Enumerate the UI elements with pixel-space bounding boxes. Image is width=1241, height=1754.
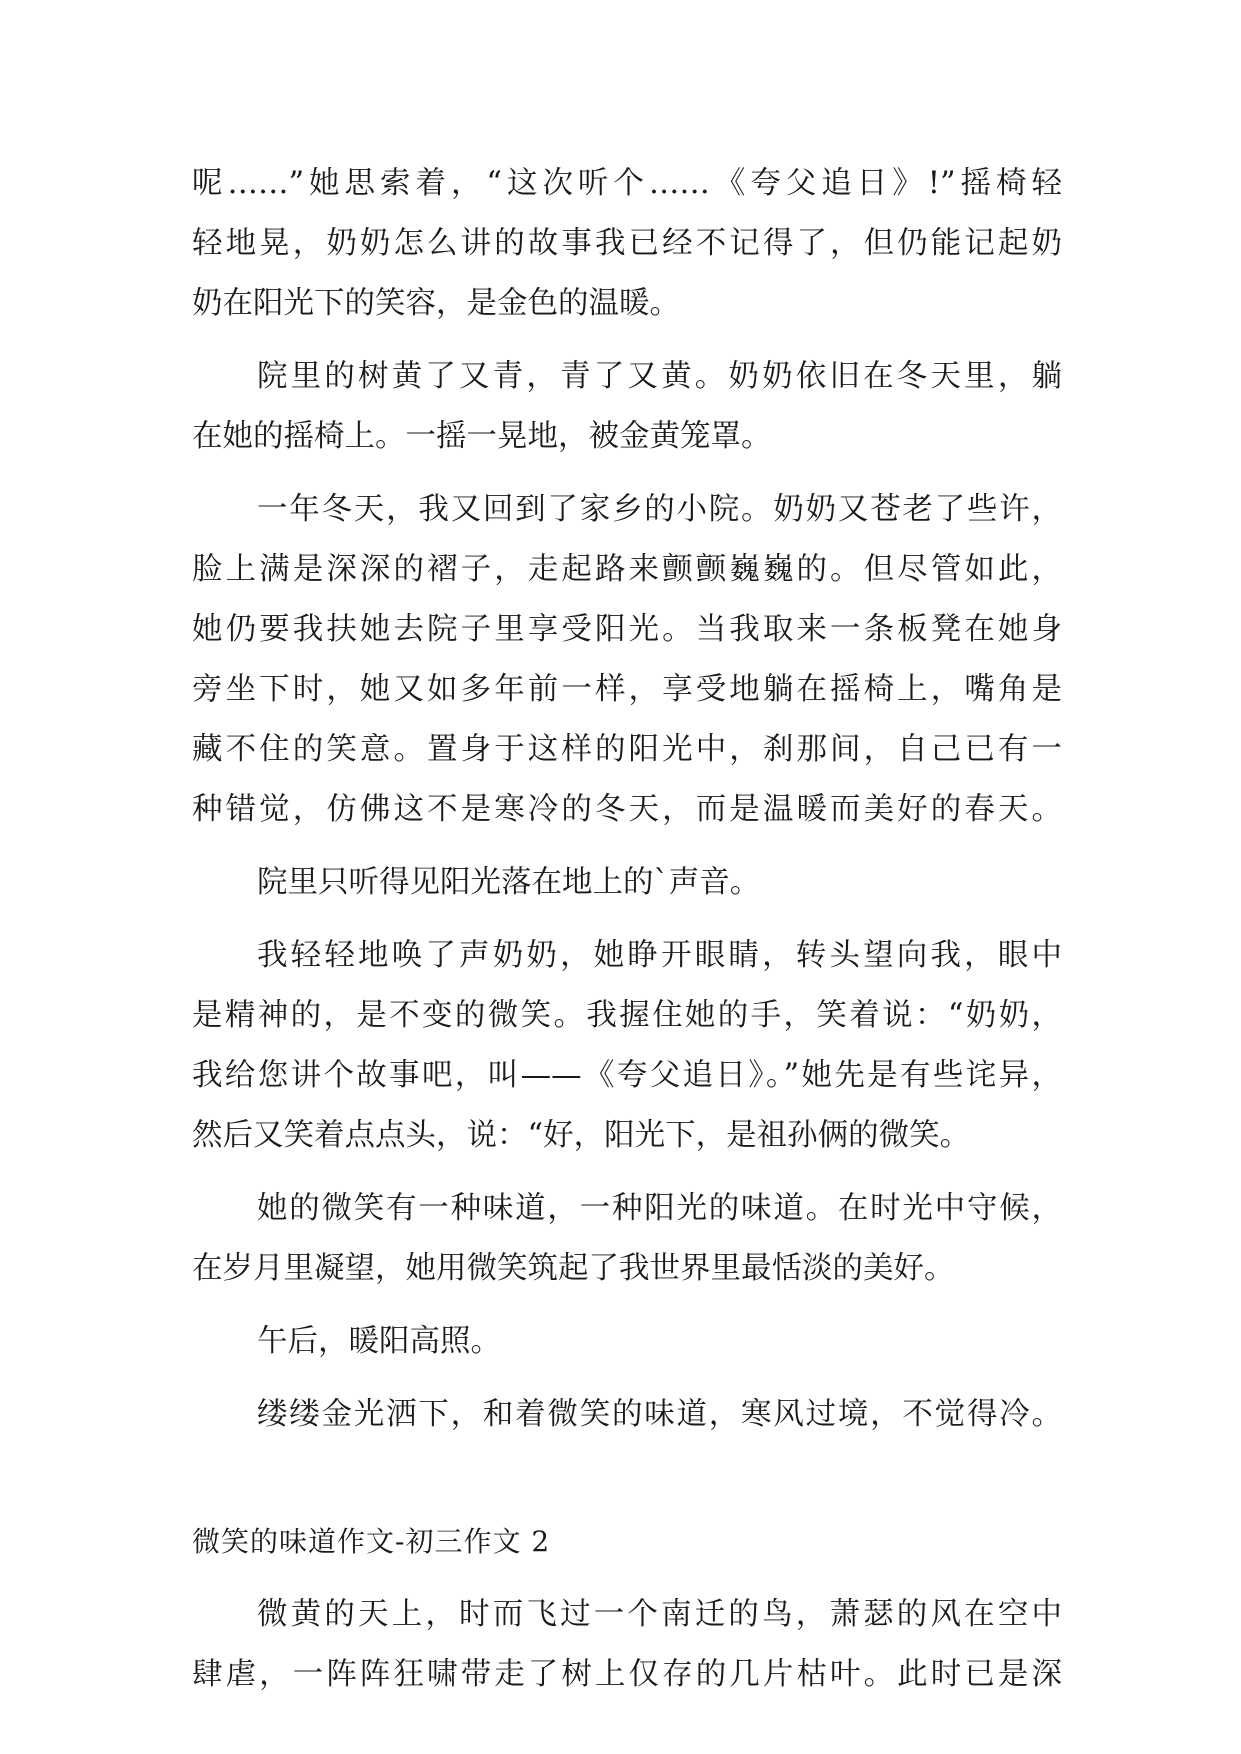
text-line: 呢……”她思索着，“这次听个……《夸父追日》!”摇椅轻 <box>192 166 1062 201</box>
paragraph-first-line: 微黄的天上，时而飞过一个南迁的鸟，萧瑟的风在空中 <box>257 1597 1062 1632</box>
text-line: 她仍要我扶她去院子里享受阳光。当我取来一条板凳在她身 <box>192 612 1062 647</box>
paragraph-first-line: 我轻轻地唤了声奶奶，她睁开眼睛，转头望向我，眼中 <box>257 938 1062 973</box>
paragraph-first-line: 她的微笑有一种味道，一种阳光的味道。在时光中守候， <box>257 1191 1062 1226</box>
section-heading: 微笑的味道作文-初三作文 2 <box>192 1525 551 1558</box>
text-line: 轻地晃，奶奶怎么讲的故事我已经不记得了，但仍能记起奶 <box>192 226 1062 261</box>
text-line: 旁坐下时，她又如多年前一样，享受地躺在摇椅上，嘴角是 <box>192 672 1062 707</box>
text-line: 种错觉，仿佛这不是寒冷的冬天，而是温暖而美好的春天。 <box>192 792 1062 827</box>
paragraph-first-line: 一年冬天，我又回到了家乡的小院。奶奶又苍老了些许， <box>257 492 1062 527</box>
text-line: 脸上满是深深的褶子，走起路来颤颤巍巍的。但尽管如此， <box>192 552 1062 587</box>
text-line: 我给您讲个故事吧，叫——《夸父追日》。”她先是有些诧异， <box>192 1058 1062 1093</box>
text-line: 藏不住的笑意。置身于这样的阳光中，刹那间，自己已有一 <box>192 732 1062 767</box>
text-line: 肆虐，一阵阵狂啸带走了树上仅存的几片枯叶。此时已是深 <box>192 1657 1062 1692</box>
paragraph-first-line: 午后，暖阳高照。 <box>257 1324 501 1359</box>
text-line: 奶在阳光下的笑容，是金色的温暖。 <box>192 286 680 321</box>
text-line: 在她的摇椅上。一摇一晃地，被金黄笼罩。 <box>192 419 772 454</box>
paragraph-first-line: 院里的树黄了又青，青了又黄。奶奶依旧在冬天里，躺 <box>257 359 1062 394</box>
paragraph-first-line: 院里只听得见阳光落在地上的`声音。 <box>257 865 761 900</box>
text-line: 然后又笑着点点头，说：“好，阳光下，是祖孙俩的微笑。 <box>192 1118 971 1153</box>
text-line: 是精神的，是不变的微笑。我握住她的手，笑着说：“奶奶， <box>192 998 1062 1033</box>
text-line: 在岁月里凝望，她用微笑筑起了我世界里最恬淡的美好。 <box>192 1251 955 1286</box>
paragraph-first-line: 缕缕金光洒下，和着微笑的味道，寒风过境，不觉得冷。 <box>257 1397 1062 1432</box>
